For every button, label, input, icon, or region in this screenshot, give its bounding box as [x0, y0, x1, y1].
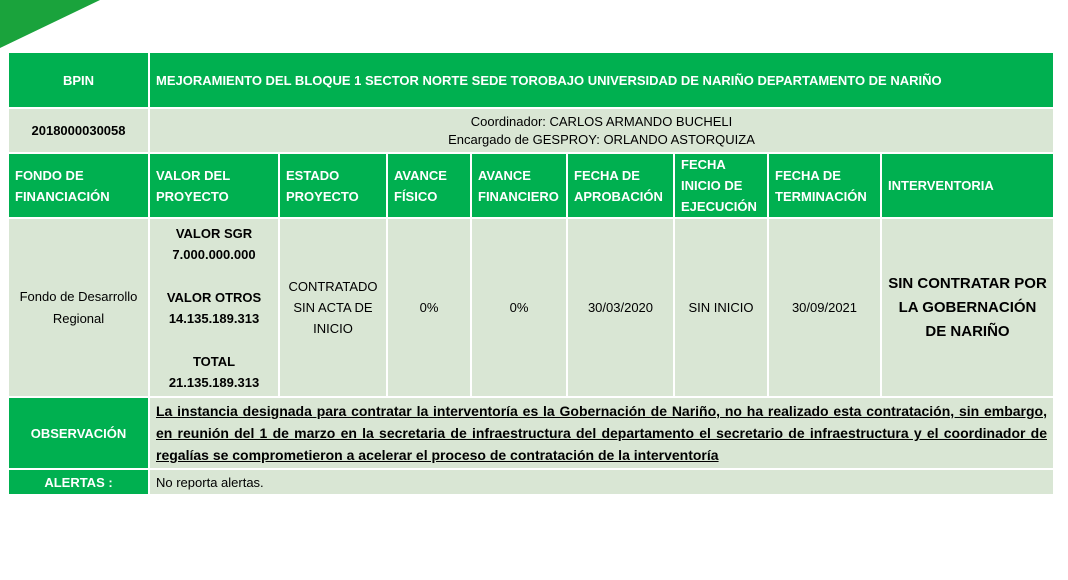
bpin-label: BPIN: [8, 52, 149, 108]
cell-financiero: 0%: [471, 218, 567, 397]
project-table: [7, 51, 1055, 496]
total-value: 21.135.189.313: [168, 374, 260, 390]
cell-interventoria: SIN CONTRATAR POR LA GOBERNACIÓN DE NARIÑO: [881, 218, 1054, 397]
cell-inicio: SIN INICIO: [674, 218, 768, 397]
bpin-row: [8, 108, 1054, 153]
col-header-interventoria: INTERVENTORIA: [881, 153, 1054, 218]
project-title: MEJORAMIENTO DEL BLOQUE 1 SECTOR NORTE SEDE TOROBAJO UNIVERSIDAD DE NARIÑO DEPARTAMENTO DE NARIÑO: [149, 52, 1054, 108]
column-header-row: [8, 153, 1054, 218]
coordinator-text: Coordinador: CARLOS ARMANDO BUCHELI: [470, 113, 733, 129]
cell-fisico: 0%: [387, 218, 471, 397]
col-header-financiero: AVANCE FINANCIERO: [471, 153, 567, 218]
col-header-aprobacion: FECHA DE APROBACIÓN: [567, 153, 674, 218]
cell-estado: CONTRATADO SIN ACTA DE INICIO: [279, 218, 387, 397]
observacion-text: La instancia designada para contratar la interventoría es la Gobernación de Nariño, no ha realizado esta contratación, sin embargo, en reunión del 1 de marzo en la secretaria de infraestructura del departamento el secretario de infraestructura y el coordinador de regalías se comprometieron a acelerar el proceso de contratación de la interventoría: [149, 397, 1054, 469]
responsables-cell: [149, 108, 1054, 153]
bpin-number: 2018000030058: [8, 108, 149, 153]
valor-otros-label: VALOR OTROS: [166, 289, 262, 305]
cell-fondo: Fondo de Desarrollo Regional: [8, 218, 149, 397]
cell-terminacion: 30/09/2021: [768, 218, 881, 397]
alertas-row: [8, 469, 1054, 495]
valor-sgr: 7.000.000.000: [172, 246, 256, 262]
valor-otros: 14.135.189.313: [168, 310, 260, 326]
valor-sgr-label: VALOR SGR: [175, 225, 253, 241]
observacion-row: [8, 397, 1054, 469]
col-header-fondo: FONDO DE FINANCIACIÓN: [8, 153, 149, 218]
gesproy-text: Encargado de GESPROY: ORLANDO ASTORQUIZA: [448, 131, 755, 147]
data-row: [8, 218, 1054, 397]
alertas-label: ALERTAS :: [8, 469, 149, 495]
observacion-label: OBSERVACIÓN: [8, 397, 149, 469]
alertas-text: No reporta alertas.: [149, 469, 1054, 495]
col-header-valor: VALOR DEL PROYECTO: [149, 153, 279, 218]
corner-decoration: [0, 0, 100, 48]
col-header-terminacion: FECHA DE TERMINACIÓN: [768, 153, 881, 218]
col-header-estado: ESTADO PROYECTO: [279, 153, 387, 218]
cell-aprobacion: 30/03/2020: [567, 218, 674, 397]
col-header-fisico: AVANCE FÍSICO: [387, 153, 471, 218]
cell-valor: [149, 218, 279, 397]
col-header-inicio: FECHA INICIO DE EJECUCIÓN: [674, 153, 768, 218]
title-row: [8, 52, 1054, 108]
total-label: TOTAL: [192, 353, 236, 369]
